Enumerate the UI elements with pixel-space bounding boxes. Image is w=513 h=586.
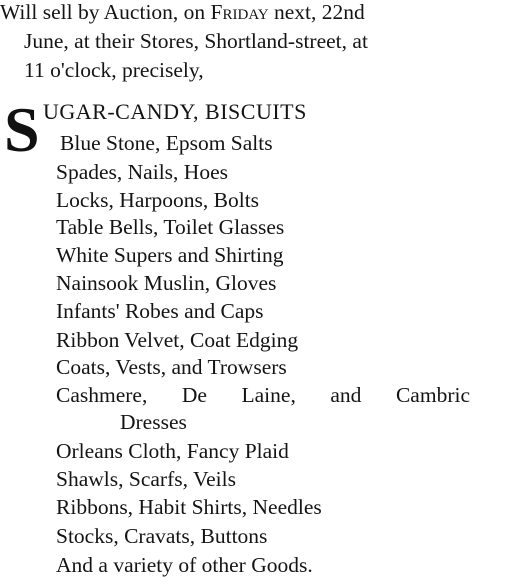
list-item: Blue Stone, Epsom Salts — [60, 131, 273, 155]
intro-line-1-prefix: Will sell by Auction, on — [0, 0, 211, 24]
heading-text: UGAR-CANDY, BISCUITS — [43, 99, 307, 124]
list-item: Ribbons, Habit Shirts, Needles — [56, 495, 322, 519]
heading-drop-cap: S — [4, 94, 40, 165]
list-item: Ribbon Velvet, Coat Edging — [56, 328, 299, 352]
list-item: Coats, Vests, and Trowsers — [56, 355, 287, 379]
list-item: Infants' Robes and Caps — [56, 299, 264, 323]
list-item: Nainsook Muslin, Gloves — [56, 271, 277, 295]
list-item: Orleans Cloth, Fancy Plaid — [56, 439, 289, 463]
list-item: Locks, Harpoons, Bolts — [56, 188, 260, 212]
intro-line-1 — [0, 2, 365, 24]
intro-line-1-suffix: next, 22nd — [268, 0, 365, 24]
list-item: And a variety of other Goods. — [56, 553, 313, 577]
list-item: Shawls, Scarfs, Veils — [56, 467, 236, 491]
list-item: Stocks, Cravats, Buttons — [56, 524, 268, 548]
intro-line-3: 11 o'clock, precisely, — [24, 58, 204, 82]
list-item: White Supers and Shirting — [56, 243, 284, 267]
list-item: Table Bells, Toilet Glasses — [56, 215, 285, 239]
intro-line-2: June, at their Stores, Shortland-street, at — [24, 29, 368, 53]
auction-day: Friday — [210, 0, 269, 24]
list-item: Cashmere, De Laine, and Cambric — [56, 383, 470, 407]
list-item: Spades, Nails, Hoes — [56, 160, 228, 184]
list-item-continuation: Dresses — [120, 410, 187, 434]
